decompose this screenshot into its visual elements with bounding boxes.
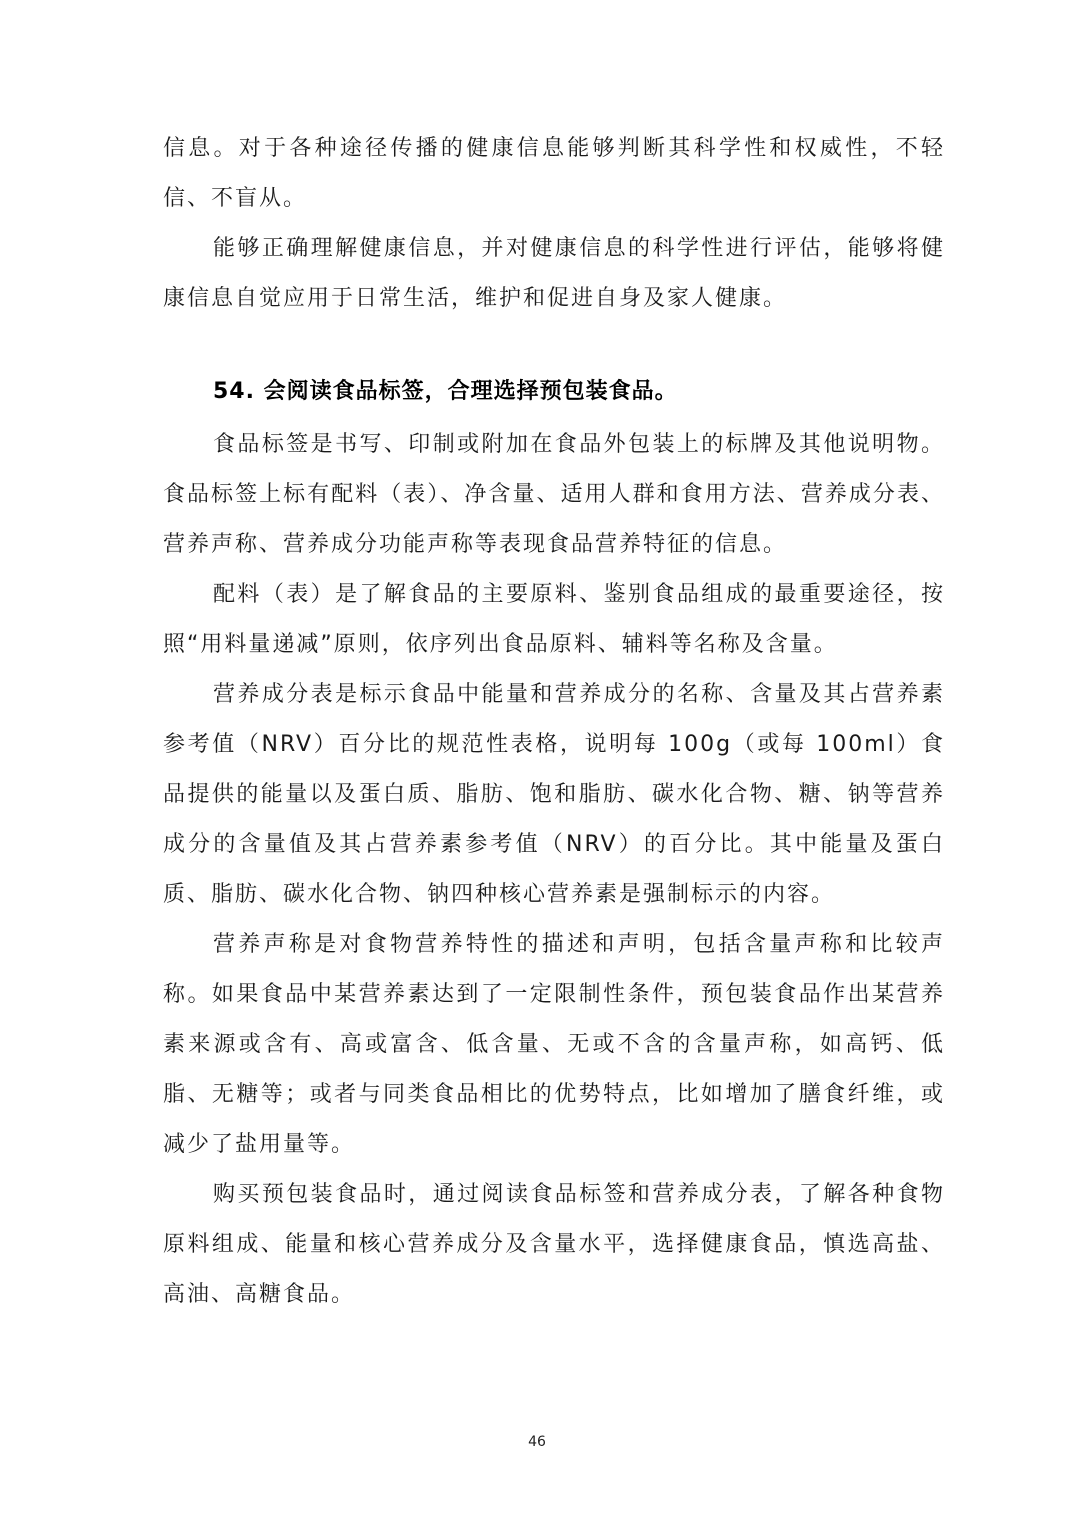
section-heading: 54. 会阅读食品标签，合理选择预包装食品。 (213, 379, 678, 404)
paragraph-continued: 信息。对于各种途径传播的健康信息能够判断其科学性和权威性，不轻信、不盲从。 (163, 136, 945, 211)
paragraph: 食品标签是书写、印制或附加在食品外包装上的标牌及其他说明物。食品标签上标有配料（表）、净含量、适用人群和食用方法、营养成分表、营养声称、营养成分功能声称等表现食品营养特征的信息。 (163, 432, 945, 557)
paragraph: 能够正确理解健康信息，并对健康信息的科学性进行评估，能够将健康信息自觉应用于日常生活，维护和促进自身及家人健康。 (163, 236, 945, 311)
paragraph: 营养声称是对食物营养特性的描述和声明，包括含量声称和比较声称。如果食品中某营养素达到了一定限制性条件，预包装食品作出某营养素来源或含有、高或富含、低含量、无或不含的含量声称，如高钙、低脂、无糖等；或者与同类食品相比的优势特点，比如增加了膳食纤维，或减少了盐用量等。 (163, 932, 945, 1157)
paragraph: 购买预包装食品时，通过阅读食品标签和营养成分表，了解各种食物原料组成、能量和核心营养成分及含量水平，选择健康食品，慎选高盐、高油、高糖食品。 (163, 1182, 945, 1307)
paragraph: 营养成分表是标示食品中能量和营养成分的名称、含量及其占营养素参考值（NRV）百分比的规范性表格，说明每 100g（或每 100ml）食品提供的能量以及蛋白质、脂肪、饱和脂肪、碳水化合物、糖、钠等营养成分的含量值及其占营养素参考值（NRV）的百分比。其中能量及蛋白质、脂肪、碳水化合物、钠四种核心营养素是强制标示的内容。 (163, 682, 945, 907)
paragraph: 配料（表）是了解食品的主要原料、鉴别食品组成的最重要途径，按照“用料量递减”原则，依序列出食品原料、辅料等名称及含量。 (163, 582, 945, 657)
page-content (163, 124, 945, 1320)
page-number: 46 (528, 1434, 546, 1450)
